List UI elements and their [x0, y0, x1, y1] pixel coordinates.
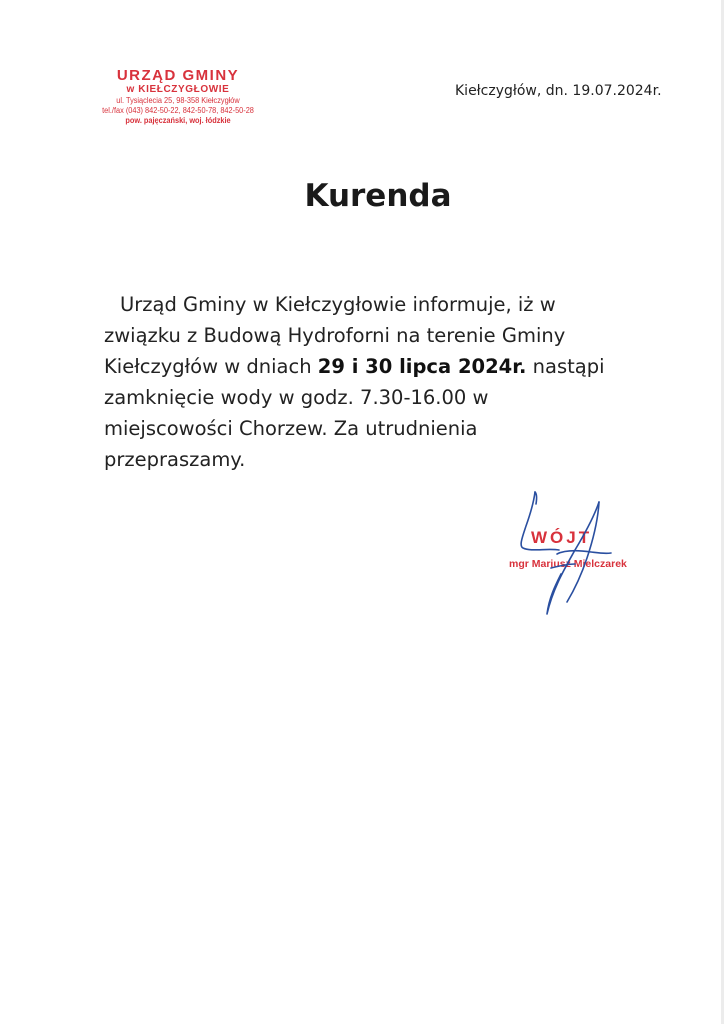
signature-name-stamp: mgr Mariusz Mielczarek [509, 558, 627, 570]
body-text: nastąpi [526, 355, 605, 378]
signature-block [495, 490, 645, 625]
stamp-location: w KIEŁCZYGŁOWIE [126, 84, 230, 95]
body-line: zamknięcie wody w godz. 7.30-16.00 w [104, 386, 489, 409]
stamp-region: pow. pajęczański, woj. łódzkie [125, 116, 231, 125]
body-line: miejscowości Chorzew. Za utrudnienia [104, 417, 478, 440]
body-line: Urząd Gminy w Kiełczygłowie informuje, iż w [120, 293, 556, 316]
body-text: Kiełczygłów w dniach [104, 355, 318, 378]
body-line: związku z Budową Hydroforni na terenie Gminy [104, 324, 566, 347]
document-body [104, 289, 644, 475]
stamp-phone: tel./fax (043) 842-50-22, 842-50-78, 842-50-28 [102, 106, 254, 115]
signature-role-stamp: WÓJT [531, 528, 593, 547]
office-stamp [78, 68, 278, 126]
stamp-office-name: URZĄD GMINY [116, 67, 240, 84]
document-title: Kurenda [304, 178, 452, 214]
body-line: przepraszamy. [104, 448, 246, 471]
body-line [104, 351, 644, 382]
closure-dates: 29 i 30 lipca 2024r. [317, 355, 527, 378]
handwritten-signature-icon [495, 490, 645, 625]
stamp-address: ul. Tysiąclecia 25, 98-358 Kiełczygłów [116, 96, 240, 105]
document-date: Kiełczygłów, dn. 19.07.2024r. [455, 83, 662, 99]
